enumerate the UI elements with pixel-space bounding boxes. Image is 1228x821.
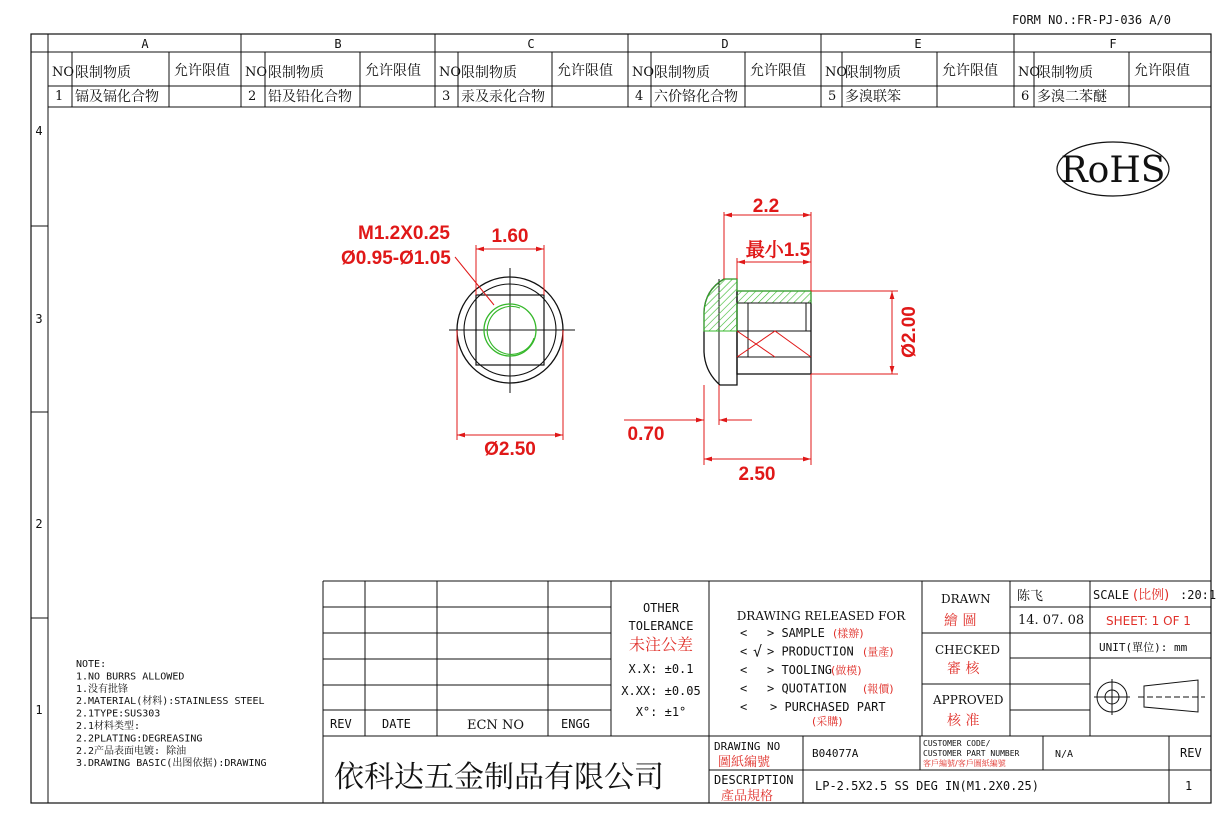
- zone-col-f: F: [1109, 37, 1117, 51]
- substance-name: 汞及汞化合物: [461, 89, 545, 105]
- end-view: [449, 268, 575, 393]
- side-view-dimensions: [624, 196, 920, 485]
- min-15: 最小1.5: [745, 240, 811, 261]
- projection-symbol-icon: [1094, 679, 1205, 715]
- header-no: NO: [439, 65, 462, 80]
- thread-label: M1.2X0.25: [358, 223, 450, 244]
- release-check: √: [753, 642, 763, 661]
- header-no: NO: [632, 65, 655, 80]
- header-substance: 限制物质: [268, 65, 324, 81]
- zone-col-c: C: [527, 37, 535, 51]
- tolerance-xxx: X.XX: ±0.05: [621, 684, 701, 698]
- header-substance: 限制物质: [845, 65, 901, 81]
- customer-line2: CUSTOMER PART NUMBER: [923, 749, 1020, 758]
- zone-col-a: A: [141, 37, 149, 51]
- substance-name: 多溴二苯醚: [1037, 89, 1107, 105]
- substance-no: 3: [442, 89, 451, 104]
- unit-value: mm: [1174, 641, 1188, 654]
- note-line: 1.没有批锋: [76, 683, 129, 695]
- release-label: > PURCHASED PART: [770, 700, 886, 714]
- note-line: 2.1材料类型:: [76, 721, 141, 732]
- end-view-dimensions: [341, 223, 563, 460]
- release-mark: <: [740, 681, 748, 696]
- scale-value: :20:1: [1180, 588, 1217, 602]
- header-limit: 允许限值: [942, 63, 998, 79]
- header-substance: 限制物质: [461, 65, 517, 81]
- title-block-text: [330, 588, 1216, 804]
- notes: [76, 659, 267, 769]
- head-070: 0.70: [627, 424, 665, 445]
- substance-name: 铅及铅化合物: [268, 89, 352, 105]
- release-label: > TOOLING: [767, 663, 833, 677]
- header-limit: 允许限值: [174, 63, 230, 79]
- engg-header: ENGG: [561, 717, 590, 731]
- release-label: > PRODUCTION: [767, 644, 854, 659]
- drill-label: Ø0.95-Ø1.05: [341, 248, 451, 269]
- substance-no: 6: [1021, 89, 1030, 104]
- zone-col-b: B: [334, 37, 342, 51]
- release-mark: <: [740, 700, 748, 714]
- release-label: > SAMPLE: [767, 626, 825, 640]
- dia-250: Ø2.50: [484, 439, 536, 460]
- tolerance-title-cn: 未注公差: [628, 635, 694, 654]
- side-view: [704, 279, 811, 385]
- header-substance: 限制物质: [75, 65, 131, 81]
- zone-columns: [31, 34, 1211, 52]
- drawn-label: DRAWN: [941, 592, 991, 606]
- company-name: 依科达五金制品有限公司: [334, 760, 664, 795]
- note-line: 2.2PLATING:DEGREASING: [76, 733, 203, 745]
- zone-row-3: 3: [35, 312, 43, 326]
- release-label-cn: (報價): [863, 682, 894, 696]
- note-line: 2.1TYPE:SUS303: [76, 708, 161, 720]
- tolerance-title2: TOLERANCE: [628, 619, 694, 633]
- note-line: 3.DRAWING BASIC(出图依据):DRAWING: [76, 758, 267, 770]
- substance-name: 镉及镉化合物: [75, 89, 159, 105]
- release-label-cn: (量產): [863, 645, 894, 659]
- form-number: FORM NO.:FR-PJ-036 A/0: [1012, 13, 1171, 27]
- header-substance: 限制物质: [654, 65, 710, 81]
- header-no: NO: [1018, 65, 1041, 80]
- substance-no: 5: [828, 89, 837, 104]
- release-mark: <: [740, 663, 748, 677]
- substance-no: 2: [248, 89, 257, 104]
- substance-name: 多溴联笨: [845, 89, 901, 105]
- checked-label: CHECKED: [935, 643, 1000, 657]
- len-22: 2.2: [752, 196, 780, 217]
- customer-line3: 客戶編號/客戶圖紙編號: [923, 759, 1006, 768]
- release-label-cn: (采購): [812, 715, 843, 728]
- header-substance: 限制物质: [1037, 65, 1093, 81]
- release-mark: <: [740, 626, 748, 640]
- header-limit: 允许限值: [557, 63, 613, 79]
- drawing-no-label: DRAWING NO: [714, 740, 781, 753]
- header-limit: 允许限值: [1134, 63, 1190, 79]
- checked-label-cn: 審 核: [947, 661, 980, 677]
- release-mark: <: [740, 644, 748, 659]
- drawing-no-value: B04077A: [812, 747, 859, 760]
- approved-label: APPROVED: [933, 693, 1004, 707]
- zone-col-d: D: [721, 37, 729, 51]
- tolerance-deg: X°: ±1°: [635, 705, 687, 719]
- header-no: NO: [52, 65, 75, 80]
- zone-col-e: E: [914, 37, 922, 51]
- note-line: 1.NO BURRS ALLOWED: [76, 671, 185, 683]
- width-160: 1.60: [491, 226, 529, 247]
- drawing-no-label-cn: 圖紙編號: [718, 755, 771, 770]
- substance-no: 4: [635, 89, 644, 104]
- unit-label: UNIT(單位):: [1099, 641, 1168, 654]
- customer-value: N/A: [1055, 749, 1074, 760]
- scale-label-cn: (比例): [1133, 588, 1170, 603]
- sheet-label: SHEET: 1 OF 1: [1106, 614, 1191, 628]
- rev-label: REV: [1180, 746, 1202, 760]
- rev-value: 1: [1185, 779, 1193, 793]
- header-limit: 允许限值: [750, 63, 806, 79]
- len-250: 2.50: [738, 464, 776, 485]
- header-no: NO: [825, 65, 848, 80]
- drawn-label-cn: 繪 圖: [944, 613, 977, 629]
- release-label-cn: (樣辦): [833, 627, 864, 640]
- drawn-date: 14. 07. 08: [1018, 613, 1085, 628]
- dia-200: Ø2.00: [899, 306, 920, 358]
- zone-rows: [31, 124, 48, 717]
- header-no: NO: [245, 65, 268, 80]
- header-limit: 允许限值: [365, 63, 421, 79]
- zone-row-2: 2: [35, 517, 43, 531]
- description-value: LP-2.5X2.5 SS DEG IN(M1.2X0.25): [815, 779, 1039, 793]
- release-label: > QUOTATION: [767, 681, 847, 696]
- tolerance-title1: OTHER: [642, 601, 680, 615]
- rev-header: REV: [330, 717, 352, 731]
- rohs-text: RoHS: [1060, 150, 1166, 191]
- approved-label-cn: 核 准: [947, 713, 980, 729]
- description-label-cn: 產品規格: [721, 789, 774, 804]
- release-label-cn: (做模): [831, 664, 862, 677]
- customer-line1: CUSTOMER CODE/: [923, 739, 991, 748]
- zone-row-4: 4: [35, 124, 43, 138]
- ecn-header: ECN NO: [467, 718, 524, 733]
- substance-name: 六价铬化合物: [654, 89, 738, 105]
- zone-row-1: 1: [35, 703, 43, 717]
- drawn-by: 陈飞: [1017, 589, 1044, 604]
- description-label: DESCRIPTION: [714, 773, 794, 787]
- substance-table-text: [52, 62, 1190, 105]
- note-line: 2.2产品表面电镀: 除油: [76, 745, 187, 757]
- tolerance-xx: X.X: ±0.1: [628, 662, 694, 676]
- note-line: 2.MATERIAL(材料):STAINLESS STEEL: [76, 696, 265, 708]
- note-line: NOTE:: [76, 659, 107, 670]
- date-header: DATE: [382, 717, 411, 731]
- scale-label: SCALE: [1093, 588, 1130, 602]
- substance-no: 1: [55, 89, 64, 104]
- release-title: DRAWING RELEASED FOR: [736, 609, 906, 623]
